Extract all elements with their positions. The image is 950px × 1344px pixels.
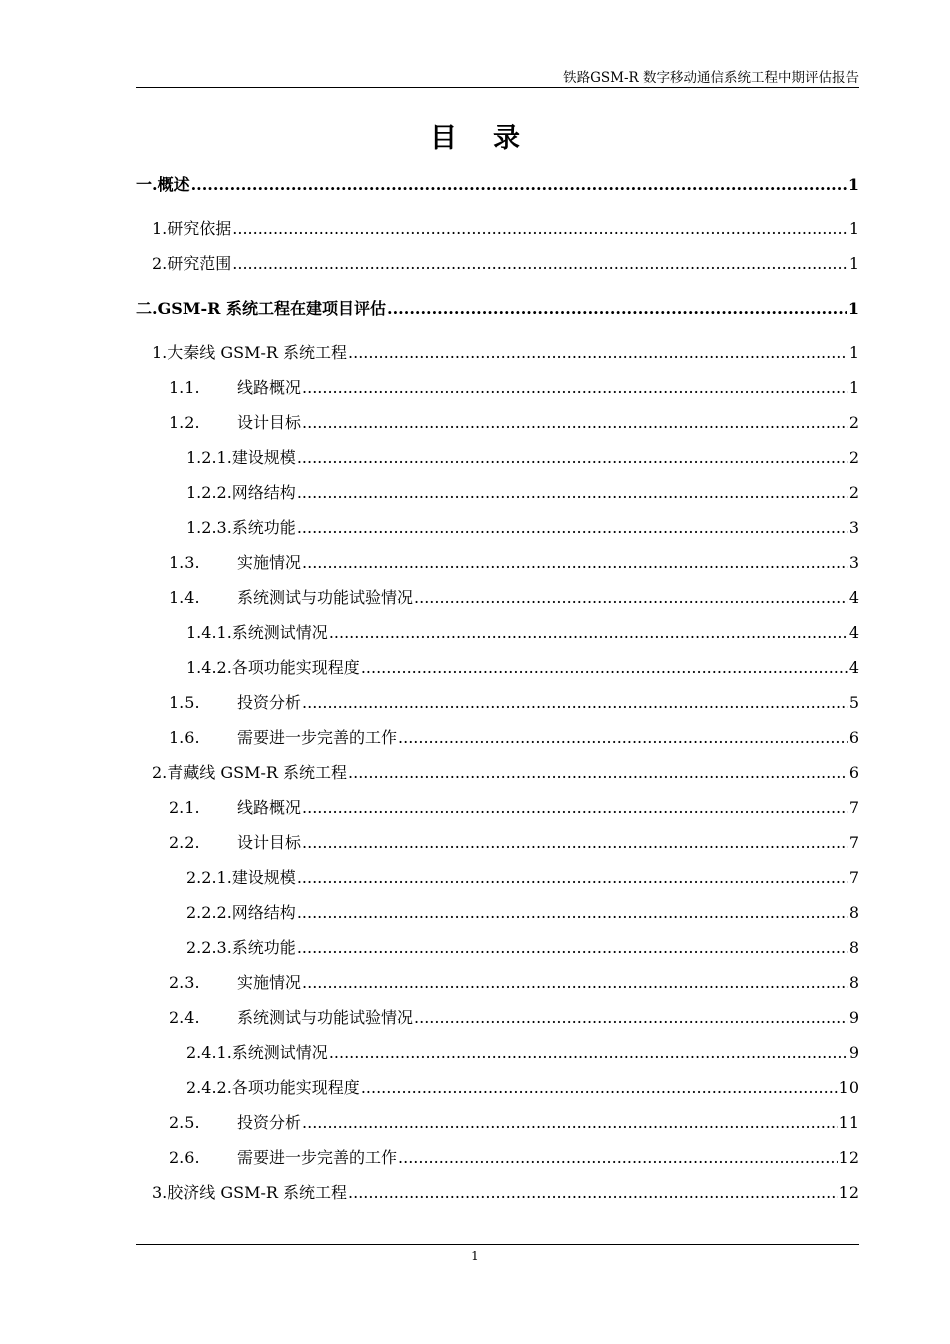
toc-entry-number: 2.4.2. bbox=[186, 1078, 232, 1097]
toc-entry-title: 系统测试与功能试验情况 bbox=[237, 588, 414, 607]
toc-entry-page: 1 bbox=[848, 219, 859, 238]
toc-entry-title: 系统功能 bbox=[231, 518, 296, 537]
toc-entry-title: 网络结构 bbox=[231, 903, 296, 922]
toc-dot-leader bbox=[361, 657, 848, 679]
toc-entry-page: 2 bbox=[848, 448, 859, 467]
toc-entry-title: 网络结构 bbox=[231, 483, 296, 502]
toc-entry-title: 系统测试情况 bbox=[231, 623, 328, 642]
toc-entry-title: 研究依据 bbox=[167, 219, 232, 238]
toc-entry-title: 研究范围 bbox=[167, 254, 232, 273]
toc-entry-number: 1. bbox=[152, 343, 168, 362]
toc-entry[interactable] bbox=[136, 727, 859, 749]
toc-entry[interactable] bbox=[136, 902, 859, 924]
toc-entry-title: 系统测试与功能试验情况 bbox=[237, 1008, 414, 1027]
toc-entry-number: 一. bbox=[136, 175, 158, 194]
toc-entry-page: 10 bbox=[838, 1078, 859, 1097]
toc-entry-title: 各项功能实现程度 bbox=[231, 1078, 360, 1097]
toc-entry-page: 1 bbox=[847, 299, 859, 318]
toc-entry[interactable] bbox=[136, 832, 859, 854]
toc-entry-page: 8 bbox=[848, 938, 859, 957]
toc-entry-number: 2.2.1. bbox=[186, 868, 232, 887]
toc-dot-leader bbox=[302, 832, 848, 854]
toc-entry[interactable] bbox=[136, 1042, 859, 1064]
toc-entry-page: 12 bbox=[838, 1148, 859, 1167]
toc-entry-page: 3 bbox=[848, 518, 859, 537]
toc-entry-title: 胶济线 GSM-R 系统工程 bbox=[167, 1183, 348, 1202]
toc-entry-number: 1.4. bbox=[169, 588, 200, 607]
toc-entry-number: 2.6. bbox=[169, 1148, 200, 1167]
toc-entry-title: 线路概况 bbox=[237, 798, 302, 817]
toc-dot-leader bbox=[302, 552, 848, 574]
footer-page-number: 1 bbox=[471, 1249, 479, 1263]
toc-entry-title: 投资分析 bbox=[237, 693, 302, 712]
toc-entry-page: 4 bbox=[848, 658, 859, 677]
toc-entry[interactable] bbox=[136, 342, 859, 364]
toc-entry-title: 系统测试情况 bbox=[231, 1043, 328, 1062]
toc-entry[interactable] bbox=[136, 377, 859, 399]
toc-entry-page: 6 bbox=[848, 728, 859, 747]
toc-entry-page: 2 bbox=[848, 413, 859, 432]
toc-entry-title: GSM-R 系统工程在建项目评估 bbox=[157, 299, 387, 318]
toc-dot-leader bbox=[361, 1077, 838, 1099]
toc-entry-title: 设计目标 bbox=[237, 413, 302, 432]
toc-entry-number: 二. bbox=[136, 299, 158, 318]
toc-entry[interactable] bbox=[136, 937, 859, 959]
toc-entry-number: 1.2.1. bbox=[186, 448, 232, 467]
running-header: 铁路GSM-R 数字移动通信系统工程中期评估报告 bbox=[563, 70, 859, 86]
toc-entry[interactable] bbox=[136, 1147, 859, 1169]
toc-entry-page: 1 bbox=[848, 254, 859, 273]
toc-entry-title: 实施情况 bbox=[237, 553, 302, 572]
toc-entry-number: 2.5. bbox=[169, 1113, 200, 1132]
toc-dot-leader bbox=[302, 412, 848, 434]
toc-entry-number: 1.4.1. bbox=[186, 623, 232, 642]
toc-dot-leader bbox=[398, 727, 848, 749]
toc-dot-leader bbox=[232, 218, 848, 240]
toc-dot-leader bbox=[297, 937, 848, 959]
toc-entry-title: 建设规模 bbox=[231, 868, 296, 887]
toc-entry-page: 9 bbox=[848, 1008, 859, 1027]
toc-entry[interactable] bbox=[136, 1007, 859, 1029]
toc-entry-title: 青藏线 GSM-R 系统工程 bbox=[167, 763, 348, 782]
toc-entry-page: 1 bbox=[848, 378, 859, 397]
toc-dot-leader bbox=[297, 902, 848, 924]
toc-entry-page: 1 bbox=[848, 343, 859, 362]
toc-entry-number: 1.2.3. bbox=[186, 518, 232, 537]
toc-entry[interactable] bbox=[136, 587, 859, 609]
toc-entry-number: 1.5. bbox=[169, 693, 200, 712]
toc-entry-number: 2.3. bbox=[169, 973, 200, 992]
toc-entry-number: 1.4.2. bbox=[186, 658, 232, 677]
footer-rule bbox=[136, 1244, 859, 1245]
toc-entry-page: 7 bbox=[848, 833, 859, 852]
toc-entry-number: 2. bbox=[152, 254, 168, 273]
toc-dot-leader bbox=[348, 762, 848, 784]
toc-dot-leader bbox=[302, 692, 848, 714]
toc-title: 目录 bbox=[430, 123, 556, 154]
toc-entry-page: 3 bbox=[848, 553, 859, 572]
toc-dot-leader bbox=[232, 253, 848, 275]
toc-dot-leader bbox=[329, 622, 848, 644]
toc-entry-number: 2.4.1. bbox=[186, 1043, 232, 1062]
toc-entry-page: 2 bbox=[848, 483, 859, 502]
toc-entry[interactable] bbox=[136, 762, 859, 784]
toc-entry-page: 12 bbox=[838, 1183, 859, 1202]
toc-entry-number: 2. bbox=[152, 763, 168, 782]
toc-dot-leader bbox=[302, 797, 848, 819]
toc-entry-title: 大秦线 GSM-R 系统工程 bbox=[167, 343, 348, 362]
toc-dot-leader bbox=[191, 174, 847, 196]
toc-entry[interactable] bbox=[136, 622, 859, 644]
toc-entry[interactable] bbox=[136, 972, 859, 994]
toc-dot-leader bbox=[414, 587, 848, 609]
toc-entry-number: 1.6. bbox=[169, 728, 200, 747]
toc-entry[interactable] bbox=[136, 253, 859, 275]
toc-entry-number: 2.4. bbox=[169, 1008, 200, 1027]
toc-entry-page: 6 bbox=[848, 763, 859, 782]
toc-entry[interactable] bbox=[136, 218, 859, 240]
toc-entry[interactable] bbox=[136, 412, 859, 434]
toc-entry[interactable] bbox=[136, 657, 859, 679]
toc-dot-leader bbox=[414, 1007, 848, 1029]
toc-dot-leader bbox=[297, 517, 848, 539]
toc-entry[interactable] bbox=[136, 447, 859, 469]
toc-entry-page: 7 bbox=[848, 868, 859, 887]
toc-entry-page: 7 bbox=[848, 798, 859, 817]
toc-entry-title: 需要进一步完善的工作 bbox=[237, 1148, 398, 1167]
toc-entry-number: 1.2.2. bbox=[186, 483, 232, 502]
toc-entry-number: 1.3. bbox=[169, 553, 200, 572]
toc-entry-page: 11 bbox=[838, 1113, 859, 1132]
toc-dot-leader bbox=[348, 1182, 838, 1204]
toc-dot-leader bbox=[348, 342, 848, 364]
toc-entry-page: 4 bbox=[848, 588, 859, 607]
toc-dot-leader bbox=[329, 1042, 848, 1064]
toc-entry[interactable] bbox=[136, 174, 859, 196]
toc-entry-number: 2.1. bbox=[169, 798, 200, 817]
toc-dot-leader bbox=[387, 298, 847, 320]
toc-dot-leader bbox=[398, 1147, 838, 1169]
toc-dot-leader bbox=[297, 447, 848, 469]
toc-entry-title: 建设规模 bbox=[231, 448, 296, 467]
toc-entry[interactable] bbox=[136, 867, 859, 889]
toc-entry-title: 需要进一步完善的工作 bbox=[237, 728, 398, 747]
toc-entry-title: 概述 bbox=[157, 175, 190, 194]
toc-entry-page: 8 bbox=[848, 903, 859, 922]
header-rule bbox=[136, 87, 859, 88]
toc-entry-title: 系统功能 bbox=[231, 938, 296, 957]
toc-entry-page: 9 bbox=[848, 1043, 859, 1062]
toc-entry[interactable] bbox=[136, 797, 859, 819]
toc-entry-title: 投资分析 bbox=[237, 1113, 302, 1132]
toc-dot-leader bbox=[302, 377, 848, 399]
toc-entry-title: 各项功能实现程度 bbox=[231, 658, 360, 677]
toc-entry-number: 1. bbox=[152, 219, 168, 238]
toc-entry[interactable] bbox=[136, 1182, 859, 1204]
toc-entry[interactable] bbox=[136, 1077, 859, 1099]
toc-entry-title: 实施情况 bbox=[237, 973, 302, 992]
toc-dot-leader bbox=[302, 972, 848, 994]
toc-entry-number: 2.2. bbox=[169, 833, 200, 852]
toc-entry-number: 1.2. bbox=[169, 413, 200, 432]
toc-entry[interactable] bbox=[136, 517, 859, 539]
toc-entry[interactable] bbox=[136, 298, 859, 320]
toc-entry-page: 8 bbox=[848, 973, 859, 992]
toc-entry-title: 线路概况 bbox=[237, 378, 302, 397]
toc-entry-page: 5 bbox=[848, 693, 859, 712]
toc-entry-page: 1 bbox=[847, 175, 859, 194]
toc-entry[interactable] bbox=[136, 552, 859, 574]
toc-dot-leader bbox=[297, 482, 848, 504]
toc-entry-number: 2.2.3. bbox=[186, 938, 232, 957]
toc-entry[interactable] bbox=[136, 482, 859, 504]
toc-entry[interactable] bbox=[136, 692, 859, 714]
toc-entry-number: 3. bbox=[152, 1183, 168, 1202]
toc-entry[interactable] bbox=[136, 1112, 859, 1134]
toc-entry-title: 设计目标 bbox=[237, 833, 302, 852]
toc-entry-number: 2.2.2. bbox=[186, 903, 232, 922]
toc-dot-leader bbox=[302, 1112, 838, 1134]
toc-dot-leader bbox=[297, 867, 848, 889]
toc-entry-number: 1.1. bbox=[169, 378, 200, 397]
toc-entry-page: 4 bbox=[848, 623, 859, 642]
